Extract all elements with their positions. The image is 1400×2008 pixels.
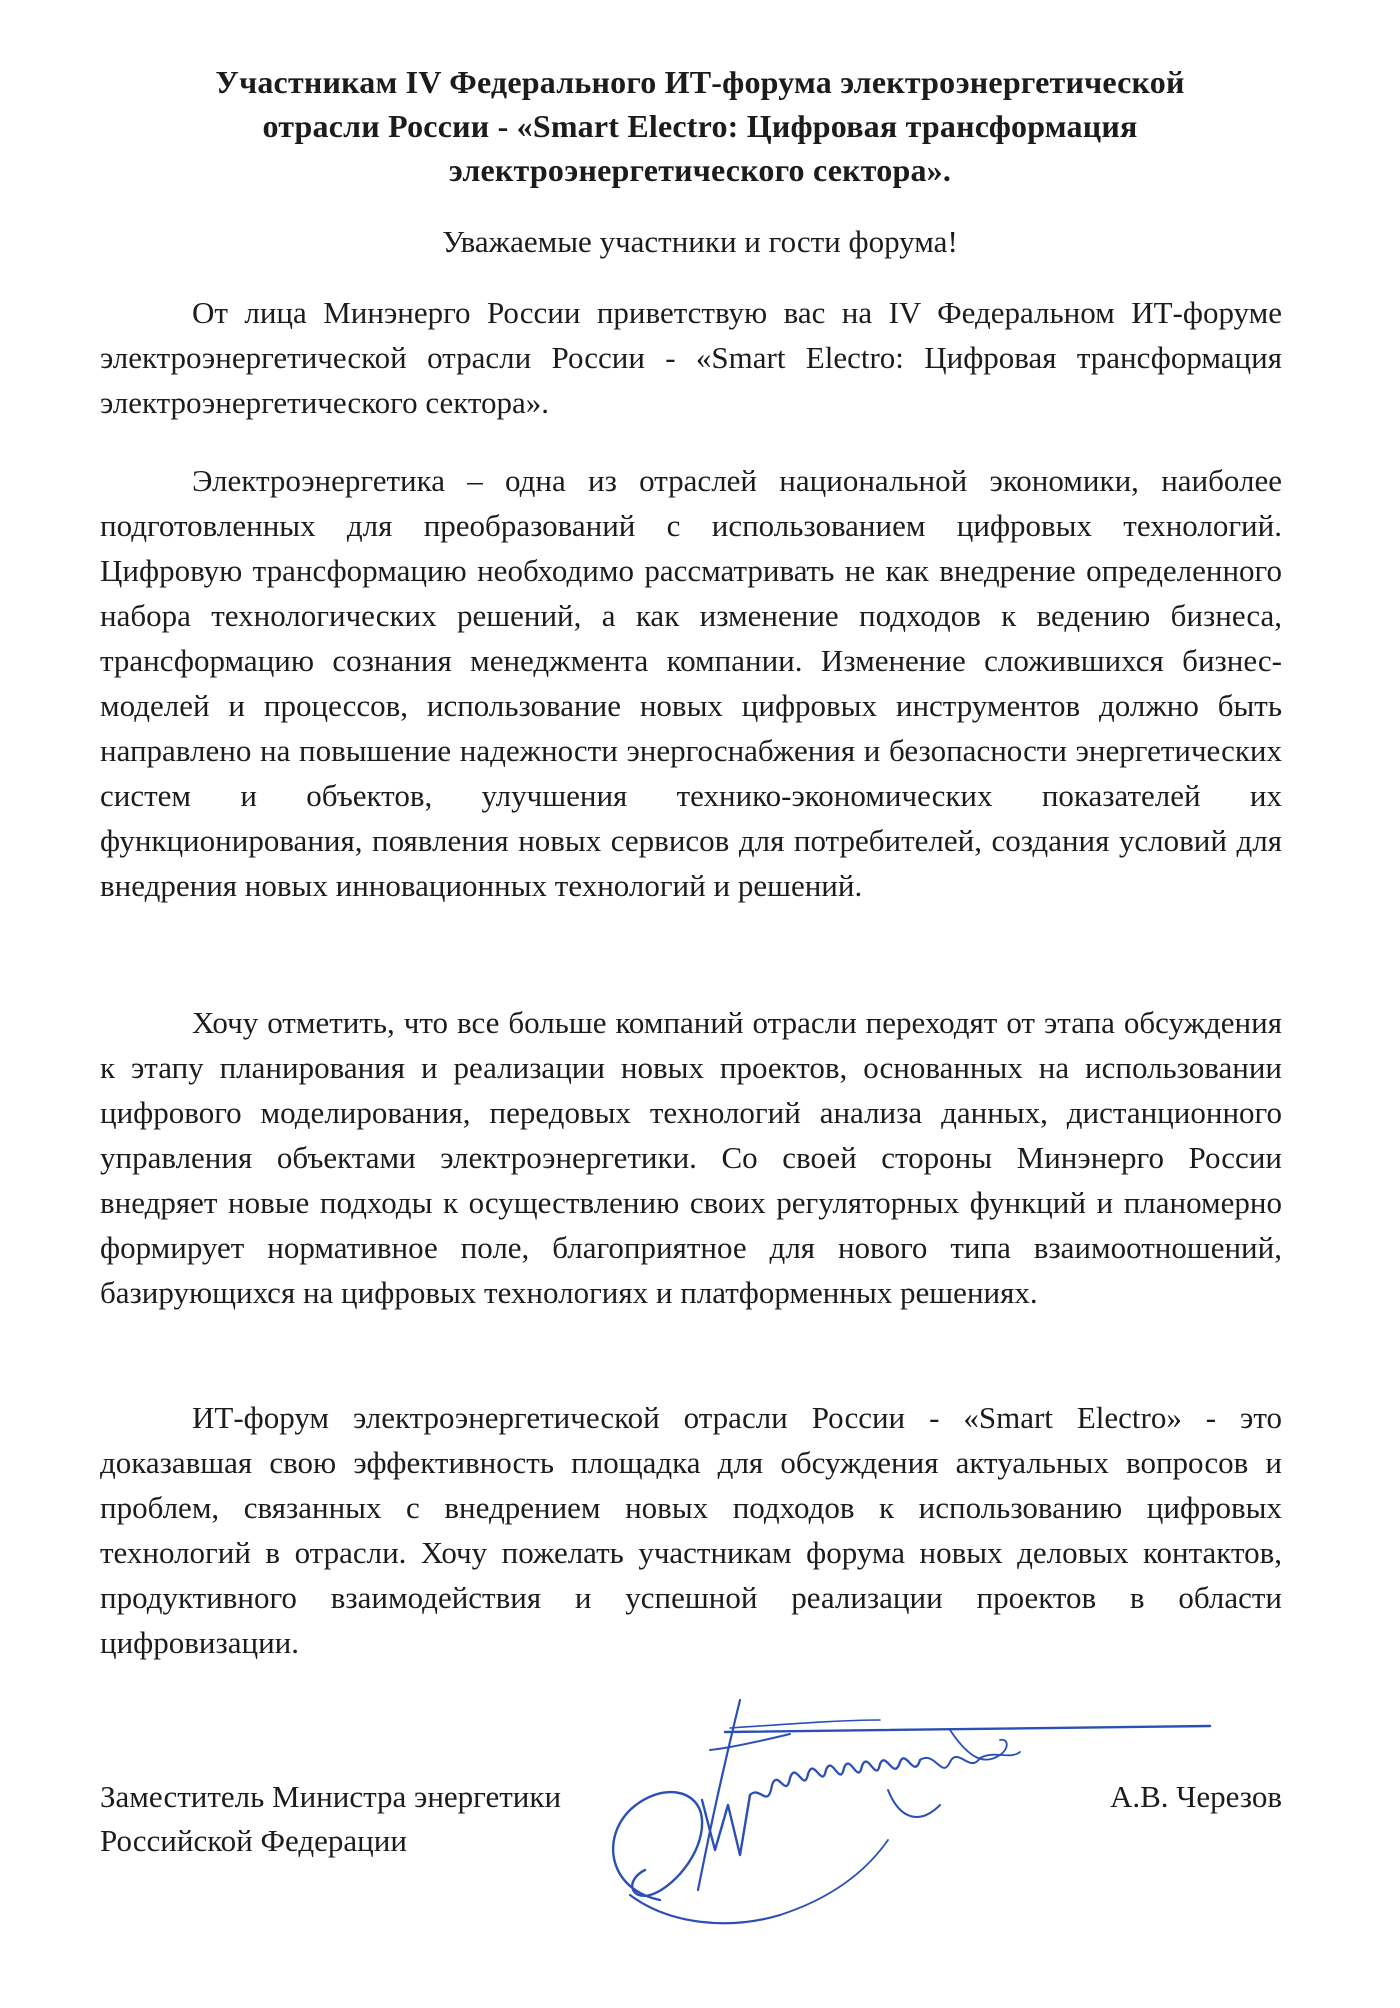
signatory-position-line: Заместитель Министра энергетики [100, 1779, 562, 1814]
title-line: электроэнергетического сектора». [448, 152, 952, 188]
paragraph-digital-transformation: Электроэнергетика – одна из отраслей национальной экономики, наиболее подготовленных для преобразований с использованием цифровых технологий. Цифровую трансформацию необходимо рассматривать не как внедрение определенного набора технологических решений, а как изменение подходов к ведению бизнеса, трансформацию сознания менеджмента компании. Изменение сложившихся бизнес-моделей и процессов, использование новых цифровых инструментов должно быть направлено на повышение надежности энергоснабжения и безопасности энергетических систем и объектов, улучшения технико-экономических показателей их функционирования, появления новых сервисов для потребителей, создания условий для внедрения новых инновационных технологий и решений. [100, 463, 1282, 903]
title-line: Участникам IV Федерального ИТ-форума электроэнергетической [215, 64, 1185, 100]
paragraph-forum-wishes: ИТ-форум электроэнергетической отрасли России - «Smart Electro» - это доказавшая свою эффективность площадка для обсуждения актуальных вопросов и проблем, связанных с внедрением новых подходов к использованию цифровых технологий в отрасли. Хочу пожелать участникам форума новых деловых контактов, продуктивного взаимодействия и успешной реализации проектов в области цифровизации. [100, 1400, 1282, 1660]
paragraph-welcome: От лица Минэнерго России приветствую вас на IV Федеральном ИТ-форуме электроэнергетической отрасли России - «Smart Electro: Цифровая трансформация электроэнергетического сектора». [100, 295, 1282, 420]
letter-title [150, 60, 1250, 192]
paragraph-ministry-approach: Хочу отметить, что все больше компаний отрасли переходят от этапа обсуждения к этапу планирования и реализации новых проектов, основанных на использовании цифрового моделирования, передовых технологий анализа данных, дистанционного управления объектами электроэнергетики. Со своей стороны Минэнерго России внедряет новые подходы к осуществлению своих регуляторных функций и планомерно формирует нормативное поле, благоприятное для нового типа взаимоотношений, базирующихся на цифровых технологиях и платформенных решениях. [100, 1005, 1282, 1310]
greeting: Уважаемые участники и гости форума! [442, 224, 958, 259]
signatory-name: А.В. Черезов [1109, 1779, 1282, 1814]
title-line: отрасли России - «Smart Electro: Цифровая трансформация [262, 108, 1138, 144]
signatory-position-line: Российской Федерации [100, 1823, 407, 1858]
signatory-position [100, 1775, 561, 1863]
